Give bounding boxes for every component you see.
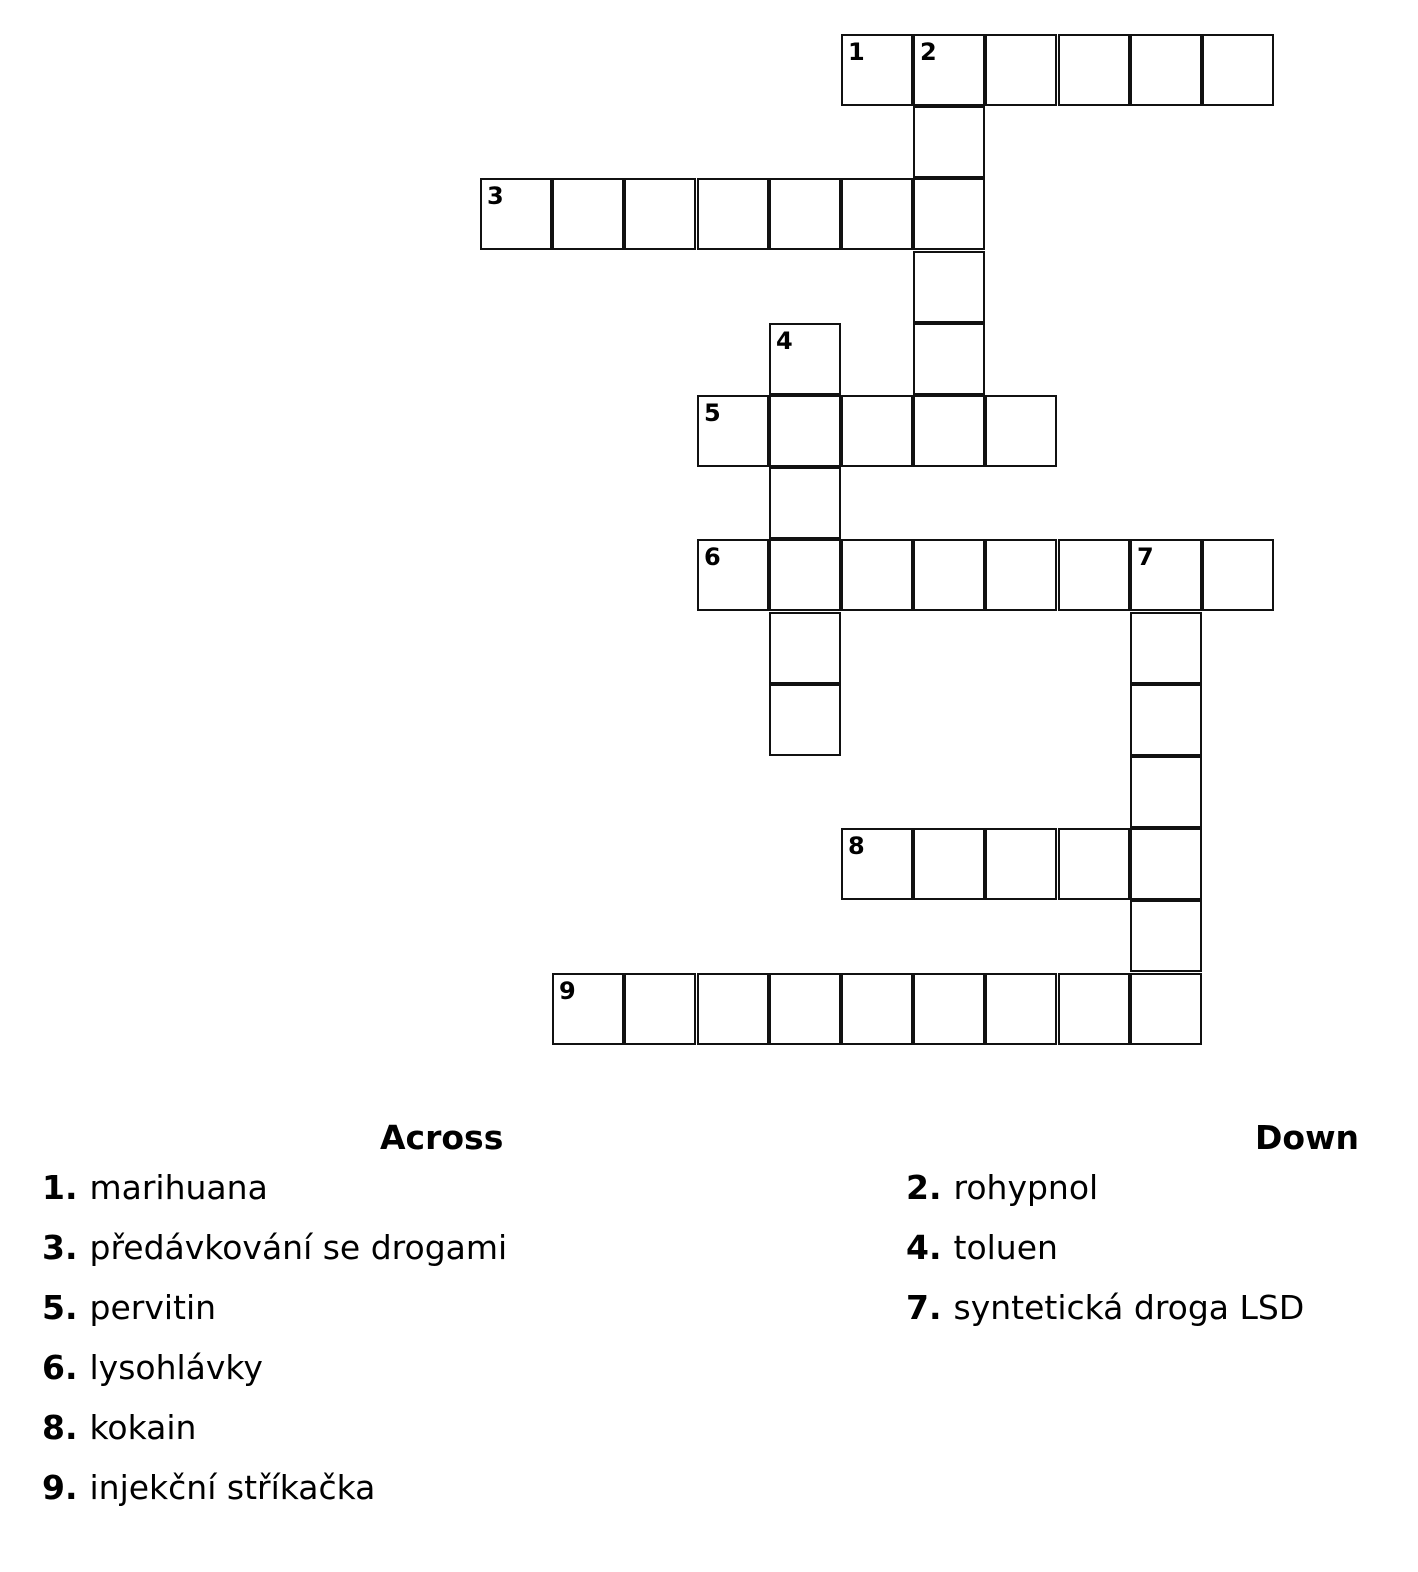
crossword-cell[interactable] [697,395,769,467]
crossword-cell[interactable] [985,539,1057,611]
across-clue [42,1168,507,1228]
crossword-cell[interactable] [985,973,1057,1045]
crossword-cell[interactable] [697,539,769,611]
crossword-cell[interactable] [841,828,913,900]
crossword-cell[interactable] [841,539,913,611]
down-clue [906,1288,1304,1348]
clue-number-label: 2 [920,38,937,66]
clue-number-label: 3 [487,182,504,210]
crossword-cell[interactable] [1130,828,1202,900]
clue-text: předávkování se drogami [89,1228,508,1267]
clue-number: 4. [906,1228,942,1267]
clue-text: kokain [89,1408,197,1447]
crossword-cell[interactable] [913,251,985,323]
crossword-cell[interactable] [1130,684,1202,756]
crossword-cell[interactable] [841,395,913,467]
crossword-cell[interactable] [769,178,841,250]
crossword-cell[interactable] [1130,973,1202,1045]
clue-text: marihuana [89,1168,268,1207]
crossword-cell[interactable] [769,323,841,395]
crossword-cell[interactable] [913,828,985,900]
crossword-cell[interactable] [769,539,841,611]
clue-number: 3. [42,1228,78,1267]
clue-number-label: 5 [704,399,721,427]
clue-text: toluen [953,1228,1058,1267]
crossword-cell[interactable] [913,395,985,467]
clue-number: 2. [906,1168,942,1207]
clue-number-label: 1 [848,38,865,66]
clue-text: pervitin [89,1288,217,1327]
crossword-cell[interactable] [552,973,624,1045]
crossword-cell[interactable] [985,828,1057,900]
across-clue-list [42,1168,507,1528]
crossword-cell[interactable] [985,34,1057,106]
across-clue [42,1468,507,1528]
crossword-cell[interactable] [913,323,985,395]
crossword-cell[interactable] [1202,539,1274,611]
crossword-cell[interactable] [913,973,985,1045]
clue-number-label: 6 [704,543,721,571]
crossword-cell[interactable] [913,178,985,250]
crossword-cell[interactable] [624,973,696,1045]
across-heading: Across [380,1118,504,1157]
down-clue-list [906,1168,1304,1348]
crossword-cell[interactable] [769,467,841,539]
crossword-cell[interactable] [624,178,696,250]
crossword-cell[interactable] [697,178,769,250]
crossword-cell[interactable] [552,178,624,250]
clue-number: 5. [42,1288,78,1327]
down-clue [906,1228,1304,1288]
across-clue [42,1288,507,1348]
crossword-cell[interactable] [1058,34,1130,106]
across-clue [42,1408,507,1468]
crossword-cell[interactable] [913,539,985,611]
crossword-cell[interactable] [913,34,985,106]
clue-number-label: 7 [1137,543,1154,571]
clue-number: 7. [906,1288,942,1327]
across-clue [42,1348,507,1408]
clue-number-label: 4 [776,327,793,355]
crossword-cell[interactable] [1130,612,1202,684]
clue-number-label: 9 [559,977,576,1005]
crossword-cell[interactable] [769,395,841,467]
crossword-cell[interactable] [697,973,769,1045]
clue-number: 1. [42,1168,78,1207]
crossword-cell[interactable] [769,612,841,684]
crossword-cell[interactable] [1130,900,1202,972]
crossword-cell[interactable] [841,973,913,1045]
down-heading: Down [1255,1118,1360,1157]
crossword-cell[interactable] [1130,756,1202,828]
crossword-cell[interactable] [480,178,552,250]
clue-text: injekční stříkačka [89,1468,376,1507]
crossword-cell[interactable] [841,178,913,250]
crossword-cell[interactable] [1130,539,1202,611]
crossword-cell[interactable] [913,106,985,178]
crossword-cell[interactable] [769,684,841,756]
crossword-cell[interactable] [1202,34,1274,106]
crossword-cell[interactable] [1058,973,1130,1045]
crossword-cell[interactable] [1130,34,1202,106]
across-clue [42,1228,507,1288]
crossword-cell[interactable] [985,395,1057,467]
clue-text: syntetická droga LSD [953,1288,1305,1327]
down-clue [906,1168,1304,1228]
clue-number: 9. [42,1468,78,1507]
crossword-cell[interactable] [1058,828,1130,900]
clue-number: 8. [42,1408,78,1447]
clue-text: rohypnol [953,1168,1099,1207]
clue-number: 6. [42,1348,78,1387]
crossword-cell[interactable] [769,973,841,1045]
clue-text: lysohlávky [89,1348,263,1387]
crossword-cell[interactable] [1058,539,1130,611]
crossword-cell[interactable] [841,34,913,106]
clue-number-label: 8 [848,832,865,860]
